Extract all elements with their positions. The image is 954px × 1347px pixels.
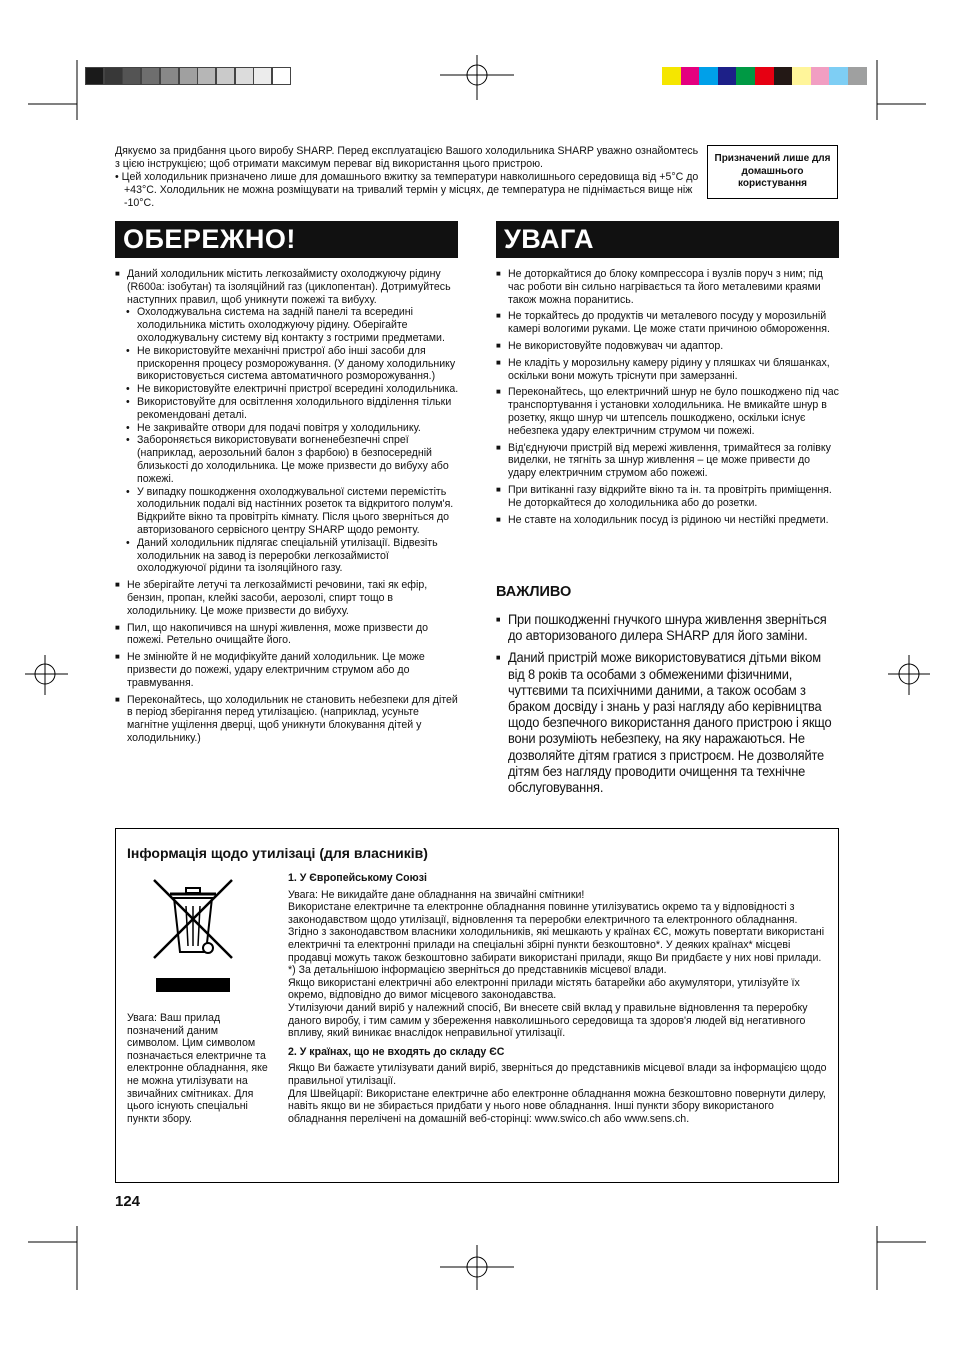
list-item: • Не використовуйте електричні пристрої всередині холодильника. [115,383,460,396]
gray-swatch [141,67,160,85]
warning-column [496,268,841,530]
gray-swatch [272,67,291,85]
non-eu-paragraph: Для Швейцарії: Використане електричне або електронне обладнання можна безкоштовно повернути дилеру, навіть якщо ви не збирається придбати у нього нове обладнання. Інші пункти збору використаного обладнання перелічені на домашній веб-сторінці: www.swico.ch або www.sens.ch. [288,1087,826,1125]
eu-paragraph: Увага: Не викидайте дане обладнання на звичайні смітники! [288,888,585,901]
caution-banner: ОБЕРЕЖНО! [115,221,458,258]
eu-paragraph: Згідно з законодавством власники холодильників, які мешкають у країнах ЄС, можуть повертати використані електричні та електронні прилади на спеціальні збірні пункти безкоштовно*. У деяких країнах* місцеві продавці можуть також безкоштовно забирати використані прилади, якщо Ви придбаєте у них нові прилади. [288,926,825,964]
intro-text [115,145,700,210]
important-list [496,611,841,801]
warning-banner: УВАГА [496,221,839,258]
disposal-title: Інформація щодо утилізаці (для власників) [127,845,428,861]
list-item: ■ При пошкодженні гнучкого шнура живлення зверніться до авторизованого дилера SHARP для його заміни. [496,611,835,643]
color-swatch [829,67,848,85]
list-item: ■ Переконайтесь, що електричний шнур не було пошкоджено під час транспортування і установки холодильника. Не вмикайте шнур в розетку, якщо шнур чи штепсель пошкоджено, оскільки існує небезпека удару електричним струмом чи пожежі. [496,386,841,437]
list-item: ■ Не використовуйте подовжувач чи адаптор. [496,340,841,353]
color-swatch [718,67,737,85]
eu-paragraph: *) За детальнішою інформацією зверніться до представників місцевої влади. [288,964,667,977]
list-item: • Не закривайте отвори для подачі повітря у холодильнику. [115,422,460,435]
list-item: ■ Від'єднуючи пристрій від мережі живлення, тримайтеся за голівку виделки, не тягніть за шнур живлення – це може привести до удару електричним струмом або пожежі. [496,442,841,480]
list-item: ■ Пил, що накопичився на шнурі живлення, може призвести до пожежі. Ретельно очищайте його. [115,622,460,648]
gray-swatch [197,67,216,85]
eu-heading: 1. У Європейському Союзі [288,872,427,884]
list-item: ■ Не торкайтесь до продуктів чи металевого посуду у морозильній камері вологими руками. Це може стати причиною обмороження. [496,310,841,336]
list-item: • У випадку пошкодження охолоджувальної системи перемістіть холодильник подалі від настінних розеток та відкритого полум'я. Відкрийте вікно та провітріть кімнату. Після цього зверніться до авторизованого сервісного центру SHARP щодо ремонту. [115,486,460,537]
intro-thanks: Дякуємо за придбання цього виробу SHARP. Перед експлуатацією Вашого холодильника SHARP уважно ознайомтесь з цією інструкцією; щоб отримати максимум переваг від використання цього пристрою. [115,145,699,170]
non-eu-heading: 2. У країнах, що не входять до складу ЄС [288,1045,505,1058]
gray-swatch [216,67,235,85]
gray-swatch [122,67,141,85]
gray-swatch [104,67,123,85]
eu-paragraph: Утилізуючи даний виріб у належний спосіб, Ви внесете свій вклад у правильне відновлення та переробку даного виробу, і тим самим у збереження навколишнього середовища та здоров'я людей від негативного впливу, який виникає внаслідок неправильної утилізації. [288,1001,808,1040]
color-swatch [699,67,718,85]
color-swatch [792,67,811,85]
page-number: 124 [115,1193,141,1210]
gray-swatch [85,67,104,85]
list-item: ■ Не ставте на холодильник посуд із рідиною чи нестійкі предмети. [496,514,841,527]
list-item: ■ Не зберігайте летучі та легкозаймисті речовини, такі як ефір, бензин, пропан, клейкі засоби, аерозолі, спирт тощо в холодильнику. Це може призвести до вибуху. [115,579,460,617]
crossed-bin-icon [150,876,236,996]
list-item: ■ Даний пристрій може використовуватися дітьми віком від 8 років та особами з обмеженими фізичними, чуттєвими та психічними даними, а також особам з браком досвіду і знань у разі нагляду або керівництва щодо безпечного використання даного пристрою і якщо вони розуміють небезпеку, на яку наражаються. Не дозволяйте дітям гратися з пристроєм. Не дозволяйте дітям без нагляду проводити очищення та технічне обслуговування. [496,649,835,795]
list-item: • Забороняється використовувати вогненебезпечні спреї (наприклад, аерозольний балон з фарбою) в безпосередній близькості до холодильника. Це може призвести до вибуху або пожежі. [115,434,460,485]
list-item: • Даний холодильник підлягає спеціальній утилізації. Відвезіть холодильник на завод із переробки легкозаймистої охолоджуючої рідини та ізоляційного газу. [115,537,460,575]
important-heading: ВАЖЛИВО [496,584,572,600]
color-swatch [811,67,830,85]
list-item: ■ Не доторкайтися до блоку компрессора і вузлів поруч з ним; під час роботи він сильно нагрівається та його металевими краями також можна поранитись. [496,268,841,306]
list-item: • Охолоджувальна система на задній панелі та всередині холодильника містить охолоджуючу рідину. Оберігайте охолоджувальну систему від контакту з гострими предметами. [115,306,460,344]
eu-paragraph: Використане електричне та електронне обладнання повинне утилізуватись окремо та у відповідності з законодавством щодо утилізації, відновлення та переробки електричного та електронного обладнання. [288,901,798,926]
gray-swatch [253,67,272,85]
eu-paragraph: Якщо використані електричні або електронні прилади містять батарейки або акумулятори, утилізуйте їх окремо, відповідно до вимог місцевого законодавства. [288,976,800,1002]
caution-item-intro: Даний холодильник містить легкозаймисту охолоджуючу рідину (R600a: ізобутан) та ізоляційний газ (циклопентан). Дотримуйтесь наступних правил, щоб уникнути пожежі та вибуху. [127,268,451,306]
color-swatch [755,67,774,85]
home-use-box: Призначений лише для домашнього користування [707,145,838,199]
gray-swatch [179,67,198,85]
color-swatch [848,67,867,85]
list-item: ■ Переконайтесь, що холодильник не становить небезпеки для дітей в період зберігання перед утилізацією. (наприклад, усуньте магнітне ущілення дверці, щоб уникнути блокування дітей у холодильнику.) [115,694,460,745]
non-eu-paragraph: Якщо Ви бажаєте утилізувати даний виріб, зверніться до представників місцевої влади за інформацією щодо правильної утилізації. [288,1062,827,1087]
disposal-details [288,870,828,1125]
gray-swatch [235,67,254,85]
color-swatch [662,67,681,85]
list-item [115,268,460,575]
color-swatch [736,67,755,85]
list-item: ■ Не змінюйте й не модифікуйте даний холодильник. Це може призвести до пожежі, удару електричним струмом або до травмування. [115,651,460,689]
disposal-symbol-note: Увага: Ваш прилад позначений даним символом. Цим символом позначається електричне та електронне обладнання, яке не можна утилізувати на звичайних смітниках. Для цього існують спеціальні пункти збору. [127,1012,268,1125]
color-swatch [774,67,793,85]
color-swatch [681,67,700,85]
list-item: ■ Не кладіть у морозильну камеру рідину у пляшках чи бляшанках, оскільки вони можуть тріснути при замерзанні. [496,357,841,383]
list-item: • Використовуйте для освітлення холодильного відділення тільки рекомендовані деталі. [115,396,460,422]
intro-temperature-note: • Цей холодильник призначено лише для домашнього вжитку за температури навколишнього середовища від +5°С до +43°С. Холодильник не можна розміщувати на тривалий термін у місцях, де температура не піднімається вище ніж -10°С. [115,171,699,209]
caution-column [115,268,460,749]
gray-swatch [160,67,179,85]
list-item: ■ При витіканні газу відкрийте вікно та ін. та провітріть приміщення. Не доторкайтеся до холодильника або до розетки. [496,484,841,510]
list-item: • Не використовуйте механічні пристрої або інші засоби для прискорення процесу розморожування. (У даному холодильнику використовується система автоматичного розморожування.) [115,345,460,383]
